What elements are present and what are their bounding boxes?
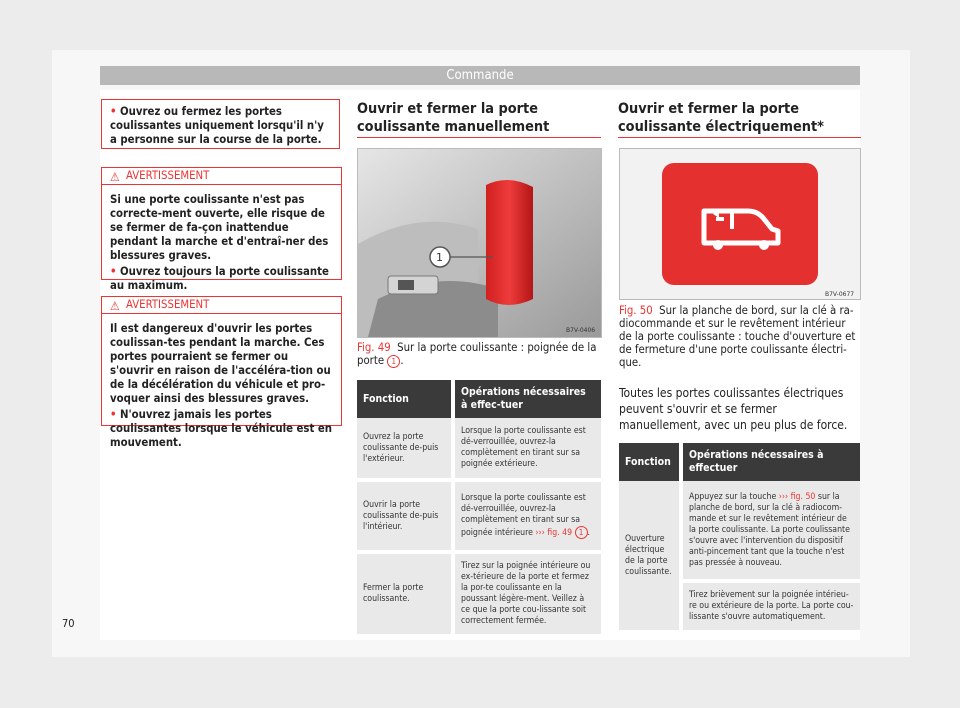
warning-icon: ⚠ [110, 170, 120, 184]
warning-bullet: Ouvrez toujours la porte coulissante au maximum. [110, 265, 329, 292]
callout-badge: 1 [575, 526, 588, 539]
table-row: Tirez brièvement sur la poignée intérieu-re ou extérieure de la porte. La porte cou-lissante s'ouvre automatiquement. [619, 581, 860, 632]
table-manual [357, 380, 601, 638]
body-paragraph: Toutes les portes coulissantes électriques peuvent s'ouvrir et se fermer manuellement, avec un peu plus de force. [619, 386, 848, 432]
table-row: Ouvrir la porte coulissante de-puis l'intérieur. Lorsque la porte coulissante est dé-verrouillée, ouvrez-la complètement en tirant sur sa poignée intérieure ››› fig. 49 1 . [357, 480, 601, 552]
electric-door-button-illustration [620, 149, 860, 299]
figure-code: B7V-0677 [825, 291, 855, 298]
figure-link[interactable]: ››› fig. 50 [778, 491, 816, 502]
callout-badge: 1 [387, 355, 400, 368]
warning-title: AVERTISSEMENT [126, 298, 210, 311]
warning-text: Il est dangereux d'ouvrir les portes coulissan-tes pendant la marche. Ces portes pourraient se fermer ou s'ouvrir en raison de l'accéléra-tion ou de la décélération du véhicule et pro-voquer ainsi des blessures graves. [110, 322, 331, 405]
table-header-operations: Opérations nécessaires à effectuer [681, 443, 860, 481]
table-row: Ouvrez la porte coulissante de-puis l'extérieur. Lorsque la porte coulissante est dé-verrouillée, ouvrez-la complètement en tirant sur sa poignée extérieure. [357, 418, 601, 480]
section-heading-electric: Ouvrir et fermer la porte coulissante électriquement* [618, 101, 824, 135]
warning-text: Si une porte coulissante n'est pas correcte-ment ouverte, elle risque de se fermer de fa-çon inattendue pendant la marche et d'entraî-ner des blessures graves. [110, 193, 329, 262]
table-header-function: Fonction [619, 443, 681, 481]
note-text: Ouvrez ou fermez les portes coulissantes uniquement lorsqu'il n'y a personne sur la course de la porte. [110, 105, 324, 146]
figure-door-handle [357, 148, 602, 338]
figure-link[interactable]: ››› fig. 49 [535, 528, 573, 538]
warning-box-2 [101, 296, 342, 449]
heading-rule [618, 137, 861, 138]
warning-box-1 [101, 167, 342, 292]
table-row: Ouverture électrique de la porte coulissante. Appuyez sur la touche ››› fig. 50 sur la planche de bord, sur la clé à radiocom-mande et sur le revêtement intérieur de la porte coulissante. La porte coulissante s'ouvre avec l'intervention du dispositif anti-pincement tant que la touche n'est pas pressée à nouveau. [619, 481, 860, 581]
page-number: 70 [62, 617, 75, 630]
warning-icon: ⚠ [110, 299, 120, 313]
figure-caption-50: Fig. 50 Sur la planche de bord, sur la clé à ra-diocommande et sur le revêtement intérieur de la porte coulissante : touche d'ouverture et de fermeture d'une porte coulissante électri-que. [619, 304, 856, 369]
warning-title: AVERTISSEMENT [126, 169, 210, 182]
figure-caption-49: Fig. 49 Sur la porte coulissante : poignée de la porte 1 . [357, 341, 597, 367]
table-electric [619, 443, 860, 634]
table-header-operations: Opérations nécessaires à effec-tuer [453, 380, 601, 418]
note-box [101, 99, 340, 149]
section-heading-manual: Ouvrir et fermer la porte coulissante manuellement [357, 101, 550, 135]
bullet-icon: • [110, 105, 117, 118]
table-header-function: Fonction [357, 380, 453, 418]
bullet-icon: • [110, 408, 117, 421]
bullet-icon: • [110, 265, 117, 278]
table-row: Fermer la porte coulissante. Tirez sur la poignée intérieure ou ex-térieure de la porte et fermez la por-te coulissante en la poussant légère-ment. Veillez à ce que la porte cou-lissante soit correctement fermée. [357, 552, 601, 636]
section-header: Commande [100, 66, 860, 85]
door-handle-illustration [358, 149, 601, 337]
heading-rule [357, 137, 601, 138]
figure-code: B7V-0406 [566, 327, 596, 334]
callout-number: 1 [436, 251, 443, 264]
warning-bullet: N'ouvrez jamais les portes coulissantes lorsque le véhicule est en mouvement. [110, 408, 333, 449]
figure-electric-button [619, 148, 861, 300]
